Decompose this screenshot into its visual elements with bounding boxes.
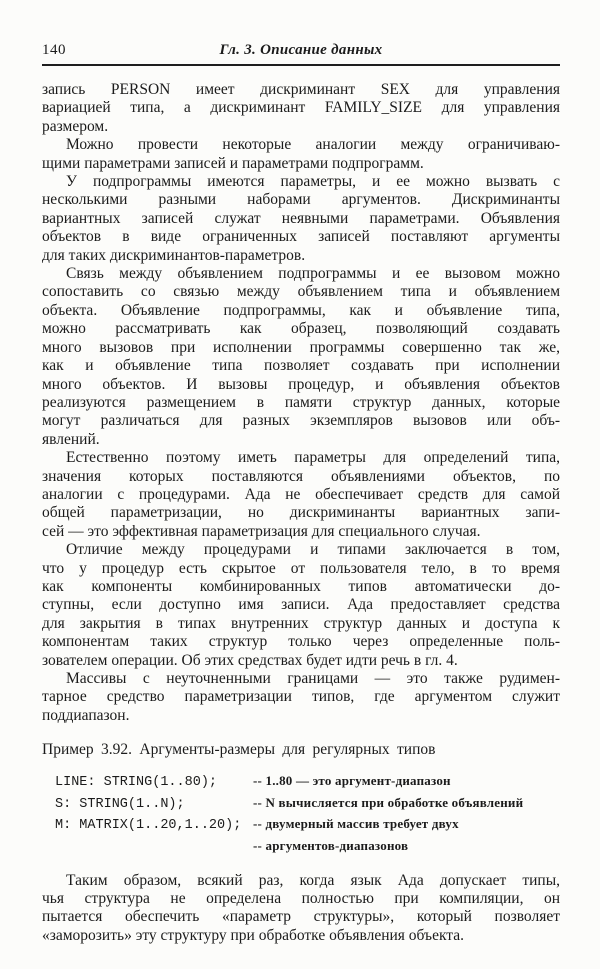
text-line: для закрытия в типах внутренних структур данных и доступа к <box>42 614 560 632</box>
text-line: сопоставить со связью между объявлением типа и объявлением <box>42 283 560 301</box>
text-line: размером. <box>42 117 109 135</box>
text-line: чья структура не определена полностью при компиляции, он <box>42 890 560 907</box>
code-row <box>55 771 560 793</box>
text-line: для таких дискриминантов-параметров. <box>42 246 306 264</box>
text-line: много объектов. И вызовы процедур, и объявления объектов <box>42 375 560 393</box>
code-text: LINE: STRING(1..80); <box>55 775 218 791</box>
paragraph <box>42 136 560 173</box>
code-text: M: MATRIX(1..20,1..20); <box>55 818 242 834</box>
text-line: Таким образом, всякий раз, когда язык Ада допускает типы, <box>66 871 560 889</box>
text-line: вариантных записей служат неявными параметрами. Объявления <box>42 209 560 227</box>
running-head-title: Гл. 3. Описание данных <box>219 42 383 58</box>
code-comment: -- N вычисляется при обработке объявлений <box>253 794 524 810</box>
text-line: Можно провести некоторые аналогии между ограничиваю- <box>66 136 560 154</box>
body-paragraphs <box>42 81 560 725</box>
text-line: общей параметризации, но дискриминанты вариантных запи- <box>42 504 560 522</box>
text-line: «заморозить» эту структуру при обработке объявления объекта. <box>42 926 464 944</box>
text-line: Отличие между процедурами и типами заключается в том, <box>66 541 560 559</box>
text-line: как компоненты комбинированных типов автоматически до- <box>42 577 560 595</box>
text-line: реализуются размещением в памяти структур данных, которые <box>42 393 560 411</box>
text-line: У подпрограммы имеются параметры, и ее можно вызвать с <box>66 173 560 191</box>
header-rule <box>42 64 560 66</box>
code-comment: -- аргументов-диапазонов <box>253 838 409 853</box>
text-line: могут различаться для разных экземпляров вызовов или объ- <box>42 412 560 430</box>
code-row <box>55 836 560 856</box>
example-heading: Пример 3.92. Аргументы-размеры для регулярных типов <box>42 741 436 759</box>
text-line: ступны, если доступно имя записи. Ада предоставляет средства <box>42 596 560 614</box>
code-text: S: STRING(1..N); <box>55 796 185 812</box>
paragraph <box>42 670 560 725</box>
page-number: 140 <box>42 42 66 58</box>
text-line: запись PERSON имеет дискриминант SEX для управления <box>42 81 560 98</box>
text-line: Связь между объявлением подпрограммы и ее вызовом можно <box>66 265 560 283</box>
text-line: поддиапазон. <box>42 706 130 724</box>
text-line: явлений. <box>42 430 100 448</box>
paragraph <box>42 81 560 136</box>
paragraph <box>42 872 560 946</box>
code-row <box>55 814 560 836</box>
text-line: тарное средство параметризации типов, где аргументом служит <box>42 688 560 706</box>
text-line: щими параметрами записей и параметрами подпрограмм. <box>42 154 424 172</box>
code-block <box>55 771 560 855</box>
code-comment: -- 1..80 — это аргумент-диапазон <box>253 773 451 789</box>
paragraph <box>42 541 560 670</box>
text-line: пытается обеспечить «параметр структуры», который позволяет <box>42 908 560 926</box>
text-line: значения которых поставляются объявлениями объектов, по <box>42 467 560 485</box>
text-line: как и объявление типа позволяет создавать при исполнении <box>42 357 560 375</box>
text-line: зователем операции. Об этих средствах будет идти речь в гл. 4. <box>42 651 458 669</box>
text-line: что у процедур есть скрытое от пользователя тело, в то время <box>42 559 560 577</box>
paragraph <box>42 265 560 449</box>
text-line: много вызовов при исполнении программы совершенно так же, <box>42 338 560 356</box>
text-line: сей — это эффективная параметризация для специального случая. <box>42 522 481 540</box>
paragraph <box>42 173 560 265</box>
page-header <box>42 42 560 60</box>
text-line: компонентам таких структур только через определенные поль- <box>42 633 560 651</box>
text-line: несколькими разными наборами аргументов. Дискриминанты <box>42 191 560 209</box>
text-line: Естественно поэтому иметь параметры для определений типа, <box>66 449 560 467</box>
paragraph <box>42 449 560 541</box>
text-line: объекта. Объявление подпрограммы, как и объявление типа, <box>42 301 560 319</box>
text-line: вариацией типа, а дискриминант FAMILY_SIZE для управления <box>42 99 560 117</box>
text-line: можно рассматривать как образец, позволяющий создавать <box>42 320 560 338</box>
code-comment: -- двумерный массив требует двух <box>253 816 459 832</box>
closing-paragraph <box>42 872 560 946</box>
code-row <box>55 793 560 815</box>
text-line: Массивы с неуточненными границами — это также рудимен- <box>66 670 560 687</box>
text-line: объектов в виде ограниченных записей поставляют аргументы <box>42 228 560 246</box>
text-line: аналогии с процедурами. Ада не обеспечивает средств для самой <box>42 485 560 503</box>
